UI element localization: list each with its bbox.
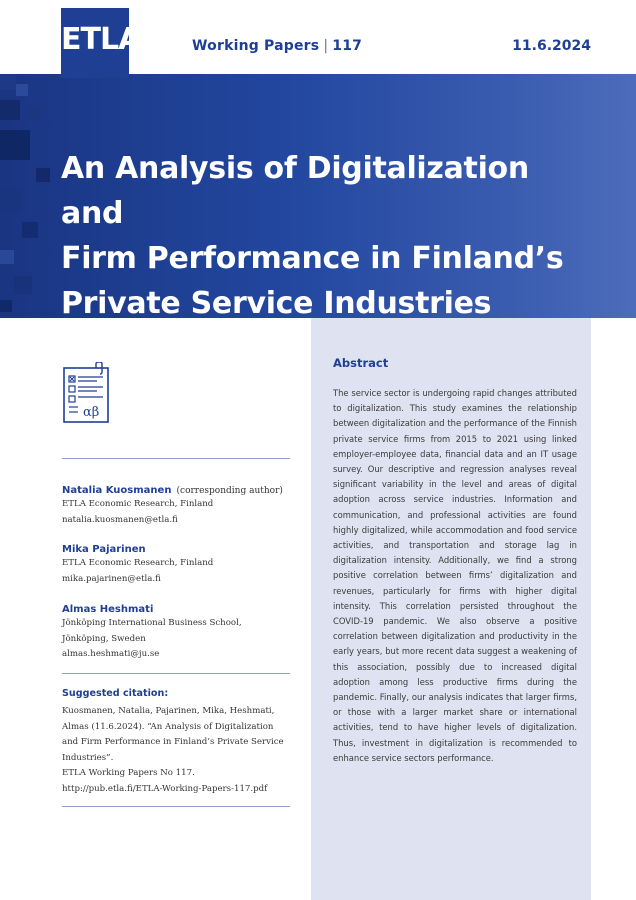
etla-logo [61, 8, 141, 78]
title-line: Private Service Industries [61, 286, 492, 318]
author-email: natalia.kuosmanen@etla.fi [62, 514, 178, 525]
series-name: Working Papers [192, 38, 320, 54]
series-number: 117 [332, 38, 363, 54]
author-location: Jönköping, Sweden [62, 633, 146, 644]
decor-square [0, 250, 14, 264]
author-name: Mika Pajarinen [62, 544, 146, 555]
decor-square [0, 300, 12, 312]
decor-square [0, 74, 16, 90]
series-label [192, 38, 362, 54]
abstract-panel [311, 318, 591, 900]
citation-url[interactable]: http://pub.etla.fi/ETLA-Working-Papers-117.pdf [62, 783, 268, 794]
decor-square [0, 130, 30, 160]
author-note: (corresponding author) [176, 486, 283, 496]
decor-square [0, 100, 20, 120]
title-line: Firm Performance in Finland’s [61, 241, 564, 276]
author-affiliation: Jönköping International Business School, [62, 618, 242, 628]
citation-line: Almas (11.6.2024). “An Analysis of Digitalization [62, 721, 274, 732]
divider [62, 673, 290, 674]
divider [62, 458, 290, 459]
author-block [62, 597, 302, 663]
divider [62, 806, 290, 807]
decor-square [36, 168, 50, 182]
author-name: Almas Heshmati [62, 604, 154, 615]
icon-glyph: αβ [83, 405, 100, 420]
citation-line: and Firm Performance in Finland’s Private Service [62, 737, 284, 747]
title-line: An Analysis of Digitalization and [61, 151, 529, 231]
decor-square [16, 84, 28, 96]
cover-header [0, 0, 636, 318]
citation-line: Kuosmanen, Natalia, Pajarinen, Mika, Heshmati, [62, 706, 275, 716]
decor-square [28, 108, 40, 120]
logo-text: ETLA [61, 22, 141, 57]
citation-line: ETLA Working Papers No 117. [62, 768, 195, 778]
paper-title [61, 146, 601, 318]
abstract-text: The service sector is undergoing rapid changes attributed to digitalization. This study examines the relationship between digitalization and the performance of the Finnish private service firms from 2015 to 2021 using linked employer-employee data, financial data and an IT usage survey. Our descriptive and regression analyses reveal significant variability in the level and areas of digital adoption across service industries. Information and communication, and professional activities are found highly digitalized, while accommodation and food service activities, and transportation and storage lag in digitalization intensity. Additionally, we find a strong positive correlation between firms’ digitalization and revenues, particularly for firms with higher digital intensity. This correlation persisted throughout the COVID-19 pandemic. We also observe a positive correlation between digitalization and productivity in the early years, but more recent data suggest a weakening of this association, possibly due to increased digital adoption among less productive firms during the pandemic. Finally, our analysis indicates that larger firms, or those with a larger market share or international activities, tend to have higher levels of digitalization. Thus, investment in digitalization is recommended to enhance service sectors performance. [333, 388, 577, 763]
author-email: almas.heshmati@ju.se [62, 649, 160, 659]
author-affiliation: ETLA Economic Research, Finland [62, 499, 214, 509]
decor-square [0, 190, 22, 212]
decor-square [22, 222, 38, 238]
author-name: Natalia Kuosmanen [62, 485, 172, 496]
document-checklist-icon [62, 362, 112, 424]
citation-heading: Suggested citation: [62, 688, 169, 699]
decor-square [14, 276, 32, 294]
author-email: mika.pajarinen@etla.fi [62, 573, 161, 584]
abstract-heading: Abstract [333, 356, 389, 370]
author-block [62, 537, 302, 587]
author-affiliation: ETLA Economic Research, Finland [62, 558, 214, 568]
citation-text [62, 704, 294, 797]
series-separator: | [323, 38, 329, 54]
publication-date: 11.6.2024 [512, 38, 591, 54]
author-block [62, 478, 302, 528]
citation-line: Industries”. [62, 752, 114, 763]
